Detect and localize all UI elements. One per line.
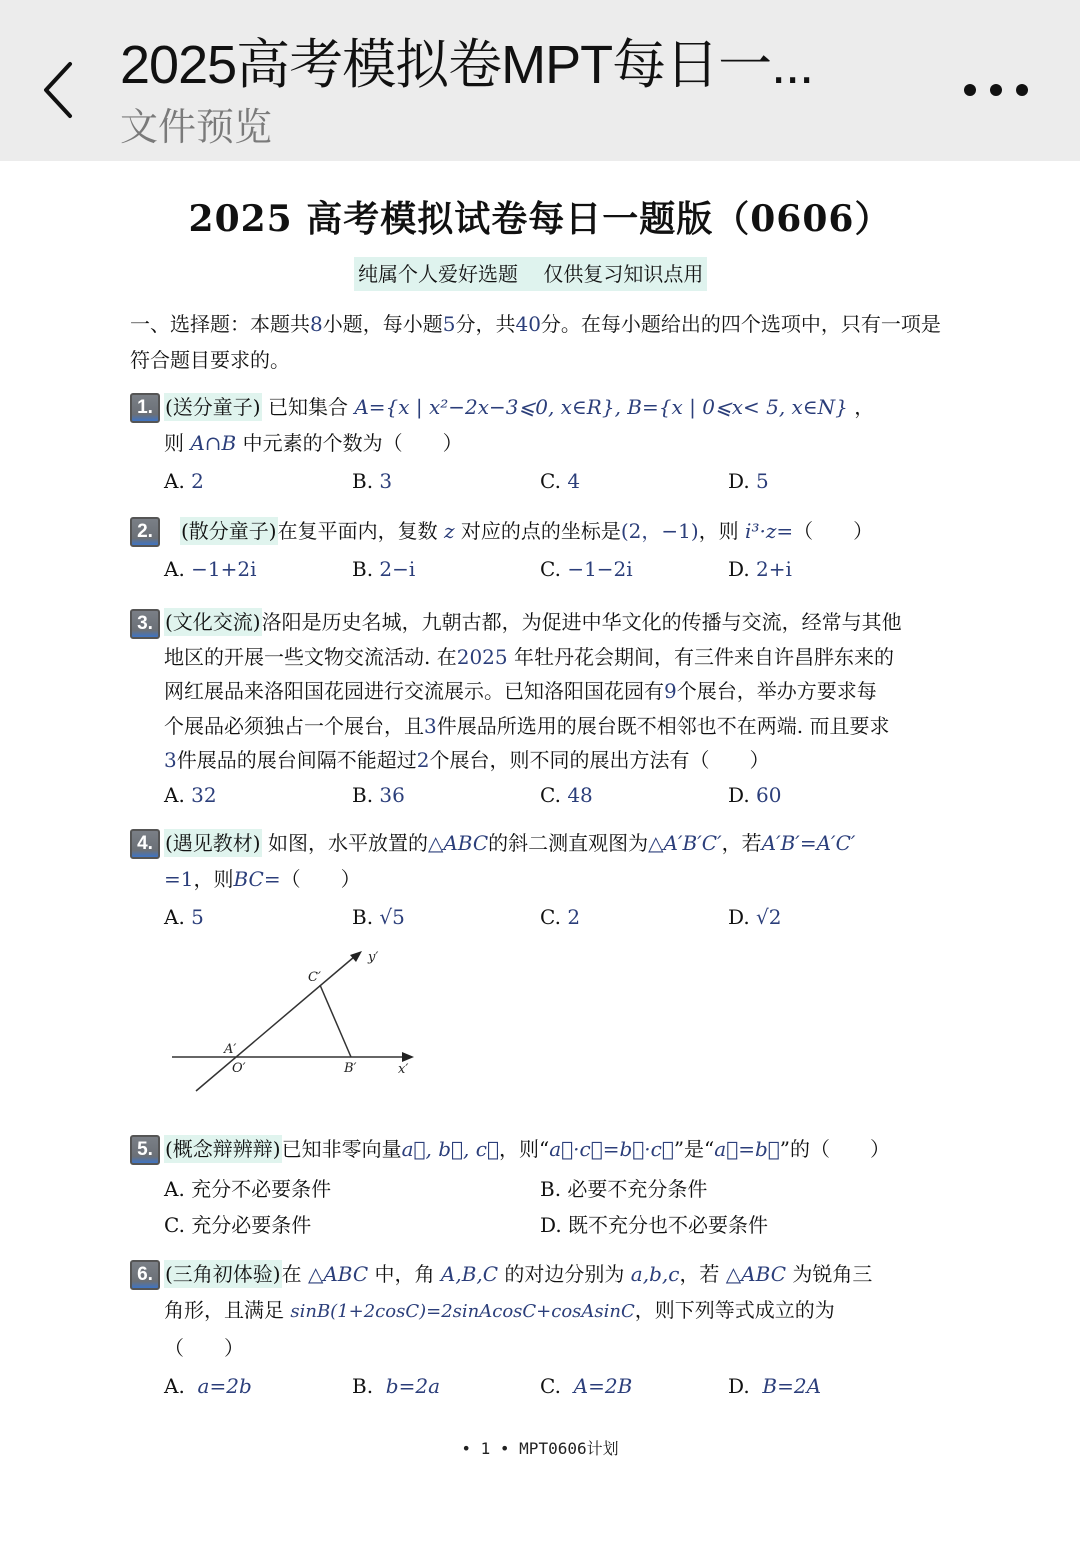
section-text: 小题，每小题 bbox=[322, 312, 443, 336]
question-5: 5. (概念辩辨辩)已知非零向量a⃗, b⃗, c⃗，则“a⃗·c⃗=b⃗·c⃗”是“a⃗=b⃗”的（ ） A. 充分不必要条件 B. 必要不充分条件 C. 充分必要条件 D. 既不充分也不必要条件 bbox=[130, 1131, 960, 1243]
top-navbar bbox=[0, 0, 1080, 161]
option-b: B. 2−i bbox=[352, 557, 416, 581]
question-number-badge: 2. bbox=[130, 517, 160, 547]
file-preview-subtitle: 文件预览 bbox=[120, 107, 273, 149]
option-c: C. 4 bbox=[540, 469, 581, 493]
question-tag: (遇见教材) bbox=[165, 831, 261, 855]
option-d: D. 5 bbox=[728, 469, 769, 493]
math-expression: A={x | x²−2x−3⩽0, x∈R}, B={x | 0⩽x< 5, x∈N} bbox=[354, 395, 848, 419]
question-tag: (散分童子) bbox=[181, 519, 277, 543]
svg-text:B′: B′ bbox=[344, 1061, 357, 1076]
options-row bbox=[130, 1368, 960, 1404]
section-text: 一、选择题：本题共 bbox=[130, 312, 310, 336]
more-horizontal-icon-dot bbox=[990, 84, 1002, 96]
question-text: ，则 bbox=[698, 519, 746, 543]
option-b: B. √5 bbox=[352, 905, 405, 929]
option-b: B. 3 bbox=[352, 469, 393, 493]
option-a: A. 充分不必要条件 bbox=[164, 1177, 332, 1201]
math-expression: z bbox=[443, 519, 455, 543]
question-tag: (三角初体验) bbox=[165, 1262, 281, 1286]
options-row bbox=[130, 899, 960, 935]
more-horizontal-icon-dot bbox=[964, 84, 976, 96]
question-text: 在复平面内，复数 bbox=[277, 519, 444, 543]
option-d: D. 60 bbox=[728, 782, 782, 807]
more-options-button[interactable] bbox=[964, 78, 1028, 102]
svg-text:y′: y′ bbox=[368, 951, 379, 965]
svg-text:O′: O′ bbox=[232, 1061, 246, 1076]
svg-text:C′: C′ bbox=[308, 970, 321, 985]
document-title: 2025 高考模拟试卷每日一题版（0606） bbox=[188, 198, 892, 240]
option-b: B. 36 bbox=[352, 782, 405, 807]
math-expression: i³·z= bbox=[745, 519, 794, 543]
document-subtitle: 纯属个人爱好选题 仅供复习知识点用 bbox=[354, 257, 707, 291]
math-expression: (2，−1) bbox=[620, 519, 699, 543]
section-text: 分。在每小题给出的四个选项中，只有一项是符合题目要求的。 bbox=[130, 312, 941, 372]
question-text: 洛阳是历史名城，九朝古都，为促进中华文化的传播与交流，经常与其他 bbox=[261, 610, 902, 634]
options-row bbox=[130, 778, 960, 813]
option-c: C. A=2B bbox=[540, 1374, 633, 1398]
options-row bbox=[130, 551, 960, 587]
question-number-badge: 5. bbox=[130, 1135, 160, 1165]
chevron-left-icon bbox=[38, 58, 82, 122]
option-a: A. 32 bbox=[164, 782, 217, 807]
page-footer: • 1 • MPT0606计划 bbox=[461, 1439, 619, 1458]
question-text: 则 bbox=[164, 431, 191, 455]
document-preview[interactable] bbox=[0, 161, 1080, 1545]
option-d: D. √2 bbox=[728, 905, 782, 929]
question-2 bbox=[130, 513, 960, 587]
section-number: 8 bbox=[310, 312, 323, 336]
question-number-badge: 1. bbox=[130, 393, 160, 423]
question-number-badge: 6. bbox=[130, 1260, 160, 1290]
option-a: A. 2 bbox=[164, 469, 204, 493]
question-number-badge: 3. bbox=[130, 609, 160, 639]
back-button[interactable] bbox=[38, 58, 82, 122]
section-number: 5 bbox=[442, 312, 456, 336]
option-d: D. 既不充分也不必要条件 bbox=[540, 1213, 769, 1237]
question-4: 4. (遇见教材) 如图，水平放置的△ABC的斜二测直观图为△A′B′C′，若A′B′=A′C′ =1，则BC=（ ） A. 5 B. √5 C. 2 D. √2 bbox=[130, 825, 960, 935]
option-b: B. 必要不充分条件 bbox=[540, 1177, 708, 1201]
question-text: （ ） bbox=[793, 519, 874, 543]
option-d: D. B=2A bbox=[728, 1374, 822, 1398]
question-tag: (送分童子) bbox=[165, 395, 261, 419]
question-text: 对应的点的坐标是 bbox=[454, 519, 621, 543]
options-grid bbox=[130, 1171, 960, 1243]
question-text: 中元素的个数为（ ） bbox=[236, 431, 463, 455]
question-text: ， bbox=[847, 395, 875, 419]
question-1 bbox=[130, 389, 960, 499]
options-row bbox=[130, 463, 960, 499]
question-number-badge: 4. bbox=[130, 829, 160, 859]
question-6: 6. (三角初体验)在 △ABC 中，角 A,B,C 的对边分别为 a,b,c，若 △ABC 为锐角三 角形，且满足 sinB(1+2cosC)=2sinAcosC+cosAsinC，则下列等式成立的为 （ ） A. a=2b B. b=2a C. A=2B D. B=2A bbox=[130, 1256, 960, 1404]
question-tag: (文化交流) bbox=[165, 610, 261, 634]
oblique-projection-figure bbox=[166, 951, 426, 1111]
section-text: 分，共 bbox=[455, 312, 516, 336]
section-number: 40 bbox=[515, 312, 541, 336]
svg-text:A′: A′ bbox=[224, 1042, 237, 1057]
option-c: C. 48 bbox=[540, 782, 593, 807]
option-a: A. a=2b bbox=[164, 1374, 252, 1398]
question-3: 3. (文化交流)洛阳是历史名城，九朝古都，为促进中华文化的传播与交流，经常与其他 地区的开展一些文物交流活动. 在2025 年牡丹花会期间，有三件来自许昌胖东来的 网红展品来洛阳国花园进行交流展示。已知洛阳国花园有9个展台，举办方要求每 个展品必须独占一个展台，且3件展品所选用的展台既不相邻也不在两端. 而且要求 3件展品的展台间隔不能超过2个展台，则不同的展出方法有（ ） A. 32 B. 36 C. 48 D. 60 bbox=[130, 605, 960, 812]
option-d: D. 2+i bbox=[728, 557, 792, 581]
section-instructions bbox=[130, 306, 960, 378]
math-expression: A∩B bbox=[190, 431, 237, 455]
question-text: 已知集合 bbox=[261, 395, 355, 419]
file-title: 2025高考模拟卷MPT每日一... bbox=[120, 35, 814, 95]
question-tag: (概念辩辨辩) bbox=[165, 1137, 281, 1161]
option-c: C. −1−2i bbox=[540, 557, 633, 581]
option-a: A. −1+2i bbox=[164, 557, 257, 581]
option-a: A. 5 bbox=[164, 905, 204, 929]
option-b: B. b=2a bbox=[352, 1374, 440, 1398]
option-c: C. 充分必要条件 bbox=[164, 1213, 312, 1237]
option-c: C. 2 bbox=[540, 905, 581, 929]
more-horizontal-icon-dot bbox=[1016, 84, 1028, 96]
svg-text:x′: x′ bbox=[398, 1062, 409, 1077]
